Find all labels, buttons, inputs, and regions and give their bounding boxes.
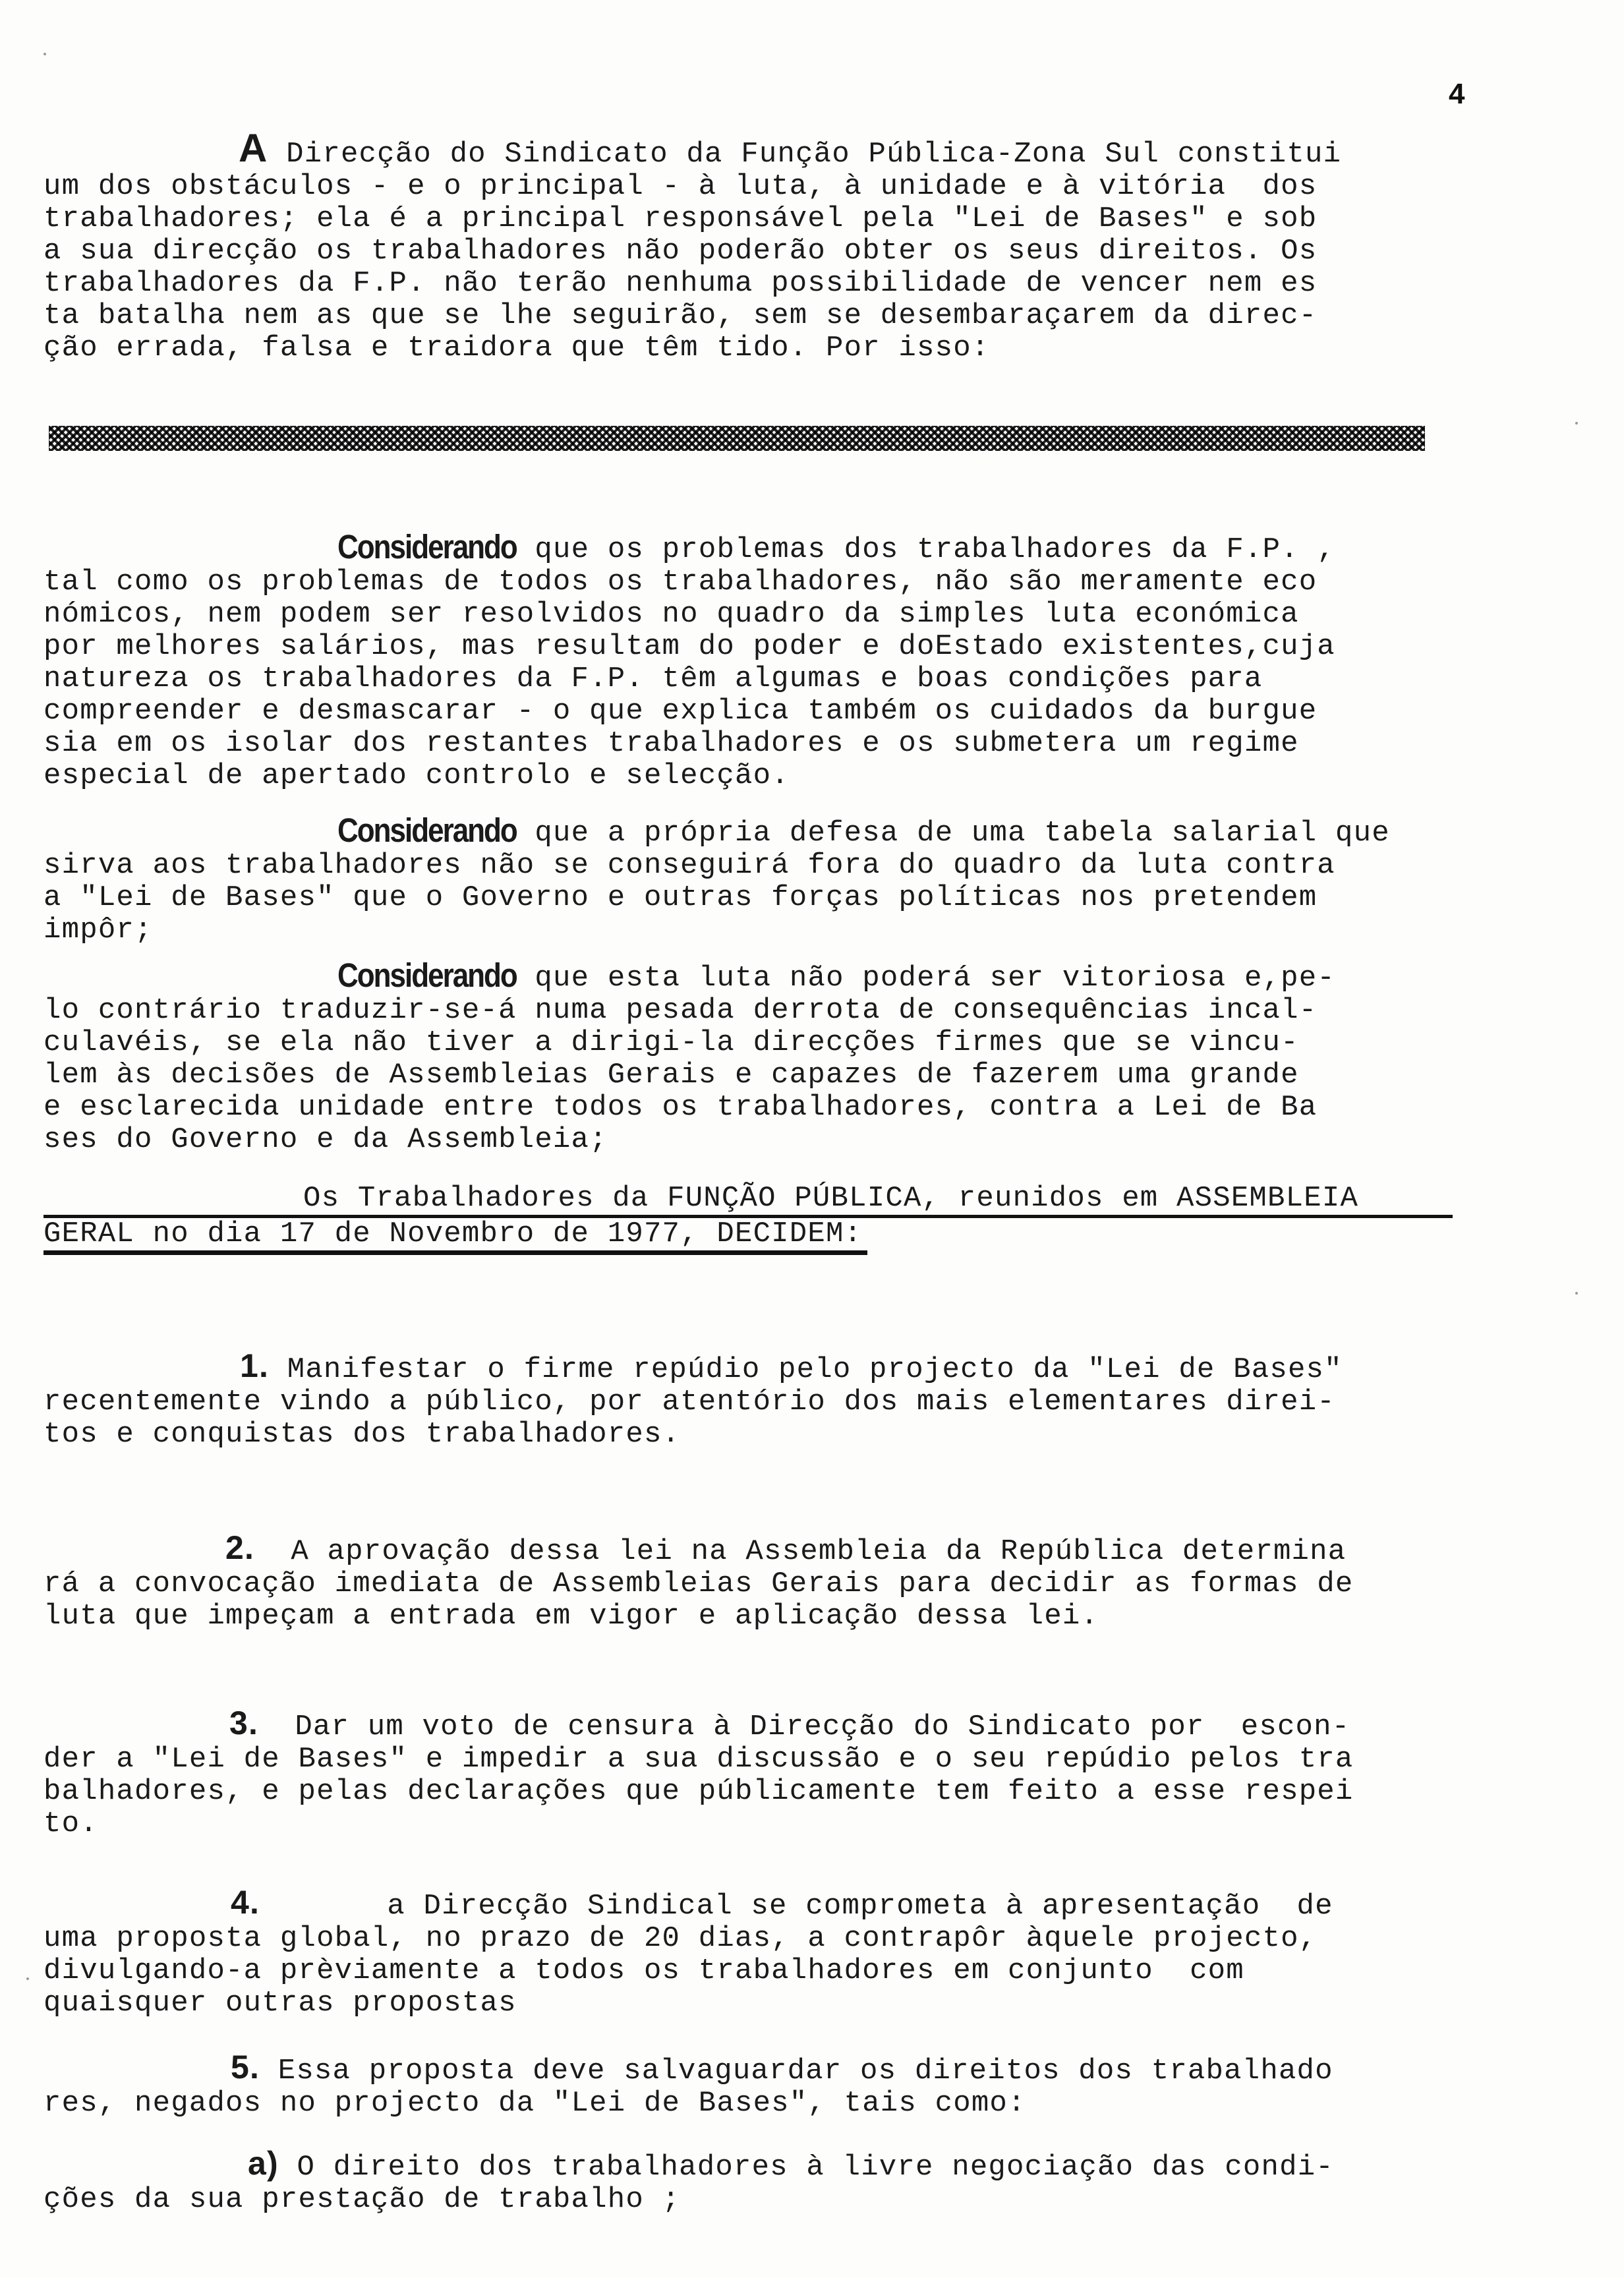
- considerando-keyword: Considerando: [337, 957, 517, 995]
- decision-number: 1.: [240, 1347, 270, 1384]
- decision-text: Manifestar o firme repúdio pelo projecto da "Lei de Bases" recentemente vindo a público, por atentório dos mais elementares direi- tos e conquistas dos trabalhadores.: [44, 1353, 1343, 1451]
- considerando-keyword: Considerando: [337, 812, 517, 850]
- decision-number: a): [248, 2145, 279, 2182]
- decision-text: A aprovação dessa lei na Assembleia da República determina rá a convocação imediata de Assembleias Gerais para decidir as formas de luta que impeçam a entrada em vigor e aplicação dessa lei.: [44, 1535, 1354, 1633]
- scan-speck: [44, 53, 46, 55]
- decision-text: a Direcção Sindical se comprometa à apresentação de uma proposta global, no prazo de 20 dias, a contrapôr àquele projecto, divulgando-a prèviamente a todos os trabalhadores em conjunto com quaisquer outras propostas: [44, 1890, 1333, 2020]
- decision-item-4: [44, 1886, 1441, 2020]
- decision-number: 2.: [225, 1529, 255, 1566]
- scan-speck: [26, 1977, 29, 1980]
- scan-speck: [1575, 422, 1578, 424]
- page-number: 4: [1449, 78, 1465, 110]
- hatched-divider: [49, 426, 1425, 451]
- considerando-paragraph-1: [44, 531, 1441, 792]
- decidem-header: [44, 1183, 1447, 1255]
- decidem-line-1: Os Trabalhadores da FUNÇÃO PÚBLICA, reunidos em ASSEMBLEIA: [44, 1183, 1453, 1218]
- decidem-line-2: GERAL no dia 17 de Novembro de 1977, DECIDEM:: [44, 1218, 867, 1255]
- decision-text: O direito dos trabalhadores à livre negociação das condi- ções da sua prestação de trabalho ;: [44, 2151, 1334, 2216]
- decision-number: 4.: [231, 1884, 260, 1921]
- decision-item-5: [44, 2051, 1441, 2120]
- intro-lead-letter: A: [239, 126, 268, 170]
- considerando-text: que a própria defesa de uma tabela salarial que sirva aos trabalhadores não se conseguirá fora do quadro da luta contra a "Lei de Bases" que o Governo e outras forças políticas nos pretendem impôr;: [44, 817, 1390, 947]
- decision-text: Essa proposta deve salvaguardar os direitos dos trabalhado res, negados no projecto da "Lei de Bases", tais como:: [44, 2055, 1333, 2120]
- decision-number: 5.: [231, 2049, 260, 2086]
- considerando-paragraph-2: [44, 812, 1441, 947]
- decision-number: 3.: [229, 1705, 259, 1741]
- considerando-paragraph-3: [44, 957, 1441, 1156]
- decision-text: Dar um voto de censura à Direcção do Sindicato por escon- der a "Lei de Bases" e impedir a sua discussão e o seu repúdio pelos tra balhadores, e pelas declarações que públicamente tem feito a esse respei to.: [44, 1710, 1354, 1840]
- considerando-text: que esta luta não poderá ser vitoriosa e,pe- lo contrário traduzir-se-á numa pesada derrota de consequências incal- culavéis, se ela não tiver a dirigi-la direcções firmes que se vincu- lem às decisões de Assembleias Gerais e capazes de fazerem uma grande e esclarecida unidade entre todos os trabalhadores, contra a Lei de Ba ses do Governo e da Assembleia;: [44, 962, 1335, 1156]
- considerando-text: que os problemas dos trabalhadores da F.P. , tal como os problemas de todos os trabalhadores, não são meramente eco nómicos, nem podem ser resolvidos no quadro da simples luta económica por melhores salários, mas resultam do poder e doEstado existentes,cuja natureza os trabalhadores da F.P. têm algumas e boas condições para compreender e desmascarar - o que explica também os cuidados da burgue sia em os isolar dos restantes trabalhadores e os submetera um regime especial de apertado controlo e selecção.: [44, 533, 1335, 792]
- decision-item-2: [44, 1529, 1441, 1633]
- intro-paragraph: [44, 126, 1441, 365]
- decision-item-1: [44, 1347, 1441, 1451]
- scan-speck: [1575, 1292, 1578, 1295]
- decision-item-a: [44, 2147, 1441, 2216]
- considerando-keyword: Considerando: [337, 529, 517, 566]
- intro-text: Direcção do Sindicato da Função Pública-Zona Sul constitui um dos obstáculos - e o principal - à luta, à unidade e à vitória dos trabalhadores; ela é a principal responsável pela "Lei de Bases" e sob a sua direcção os trabalhadores não poderão obter os seus direitos. Os trabalhadores da F.P. não terão nenhuma possibilidade de vencer nem es ta batalha nem as que se lhe seguirão, sem se desembaraçarem da direc- ção errada, falsa e traidora que têm tido. Por isso:: [44, 138, 1342, 365]
- decision-item-3: [44, 1707, 1441, 1840]
